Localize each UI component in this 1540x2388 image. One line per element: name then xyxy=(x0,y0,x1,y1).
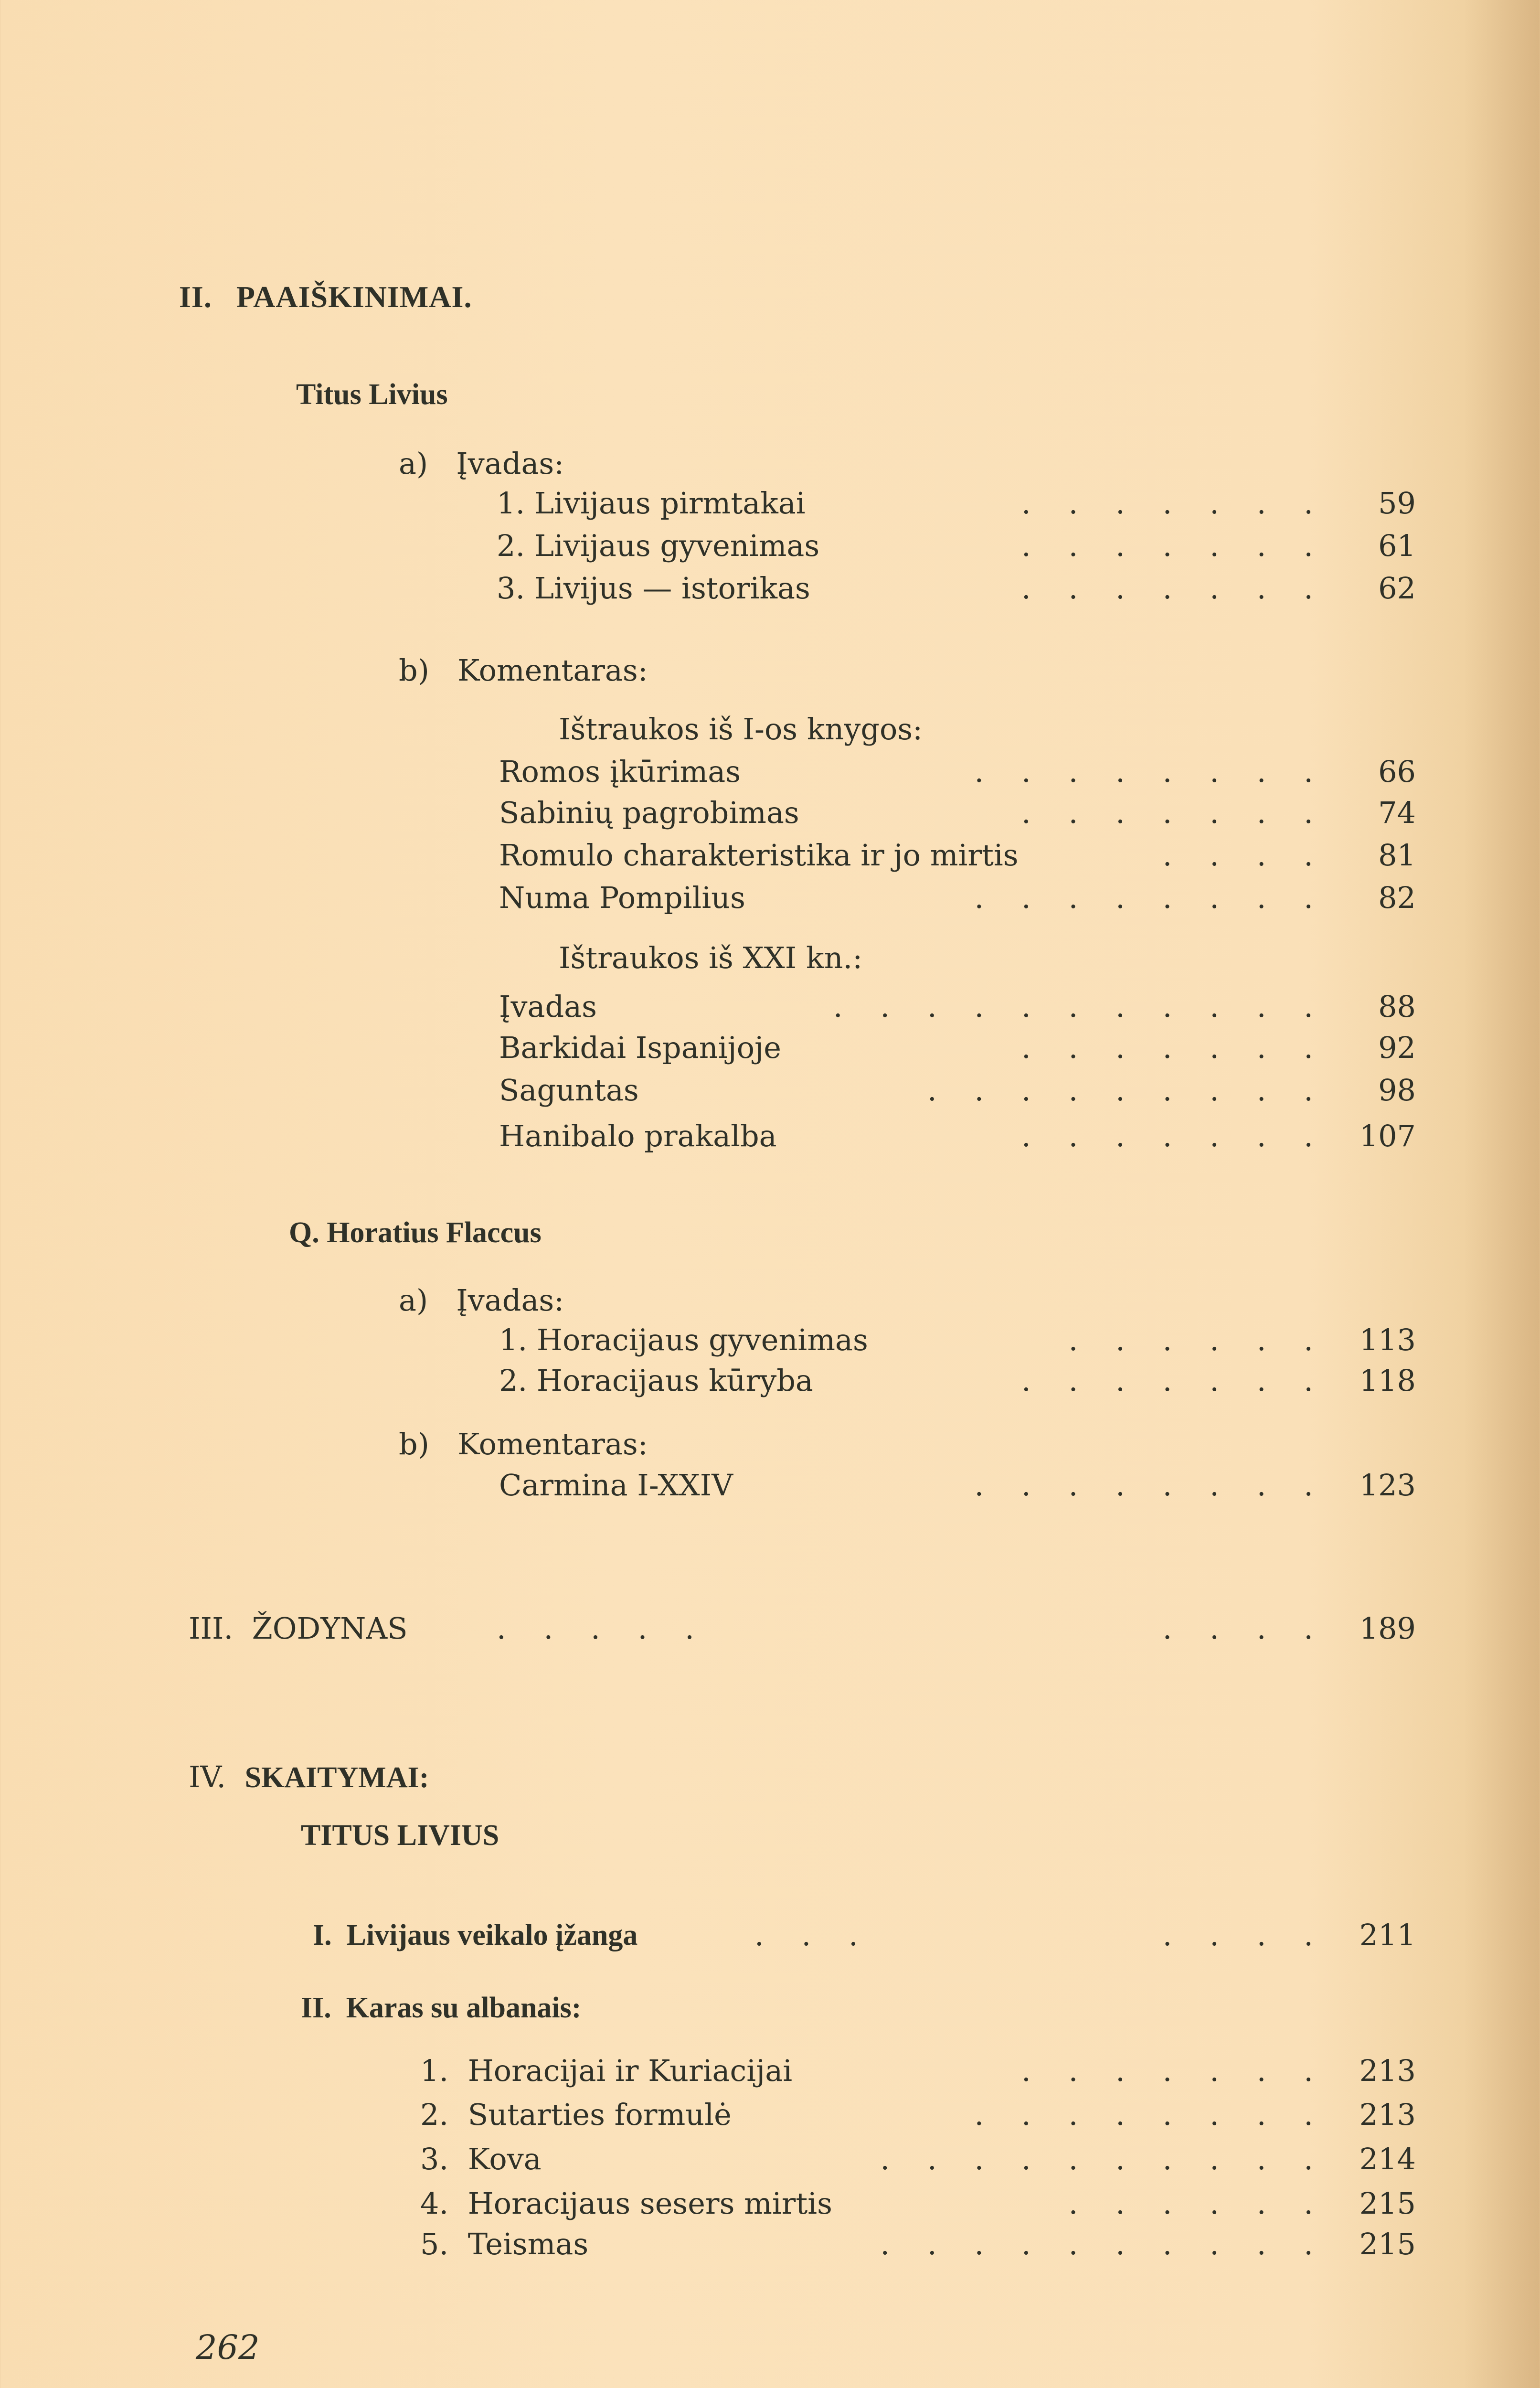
toc-entry[interactable] xyxy=(0,2144,1540,2178)
entry-number: 1. xyxy=(420,2053,449,2088)
entry-title: Romos įkūrimas xyxy=(499,754,741,789)
subsection-marker: a) xyxy=(399,1283,428,1318)
dot-leader: . . . . xyxy=(1162,1920,1313,1950)
entry-title: Numa Pompilius xyxy=(499,880,745,915)
entry-number: 3. xyxy=(420,2142,449,2176)
entry-page: 81 xyxy=(1378,838,1416,873)
entry-page: 62 xyxy=(1378,571,1416,606)
dot-leader: . . . . . . . xyxy=(1021,574,1313,603)
page-number: 262 xyxy=(196,2328,260,2367)
entry-title: Romulo charakteristika ir jo mirtis xyxy=(499,838,1019,873)
subsection-intro-horatius xyxy=(399,1283,564,1318)
entry-title: Livijaus veikalo įžanga xyxy=(346,1919,638,1951)
entry-page: 118 xyxy=(1359,1363,1416,1398)
author-heading-titus-livius: TITUS LIVIUS xyxy=(301,1819,499,1852)
entry-title: Įvadas xyxy=(499,989,597,1024)
section-numeral: IV. xyxy=(189,1759,226,1794)
entry-title: Horacijaus sesers mirtis xyxy=(467,2186,832,2221)
toc-entry[interactable] xyxy=(0,795,1540,832)
part-numeral: II. xyxy=(301,1992,331,2024)
entry-page: 74 xyxy=(1378,795,1416,830)
toc-entry[interactable] xyxy=(0,754,1540,790)
entry-title: Livijus — istorikas xyxy=(534,571,810,606)
dot-leader: . . . . . . . . . xyxy=(927,1076,1313,1105)
section-heading-paaiskinimai xyxy=(179,282,472,312)
entry-page: 213 xyxy=(1359,2053,1416,2088)
dot-leader: . . . . . . . xyxy=(1021,798,1313,828)
entry-title: Livijaus gyvenimas xyxy=(534,528,820,563)
subsection-label: Įvadas: xyxy=(456,1283,564,1318)
dot-leader: . . . xyxy=(754,1920,858,1950)
subsection-label: Komentaras: xyxy=(457,653,648,688)
section-title: SKAITYMAI: xyxy=(244,1761,429,1794)
entry-page: 123 xyxy=(1359,1468,1416,1503)
dot-leader: . . . . . xyxy=(497,1614,694,1643)
entry-number: 4. xyxy=(420,2186,449,2221)
toc-entry[interactable] xyxy=(0,528,1540,565)
toc-entry[interactable] xyxy=(0,1073,1540,1109)
toc-entry[interactable] xyxy=(0,1121,1540,1155)
group-heading-book1: Ištraukos iš I-os knygos: xyxy=(559,712,923,746)
entry-page: 88 xyxy=(1378,989,1416,1024)
dot-leader: . . . . . . . xyxy=(1021,489,1313,518)
entry-page: 98 xyxy=(1378,1073,1416,1108)
entry-page: 107 xyxy=(1359,1119,1416,1153)
entry-title: Kova xyxy=(467,2142,542,2176)
entry-title: Livijaus pirmtakai xyxy=(534,486,806,521)
dot-leader: . . . . . . xyxy=(1068,1325,1313,1355)
dot-leader: . . . . . . . xyxy=(1021,531,1313,561)
author-heading-livius: Titus Livius xyxy=(296,378,448,411)
entry-title: Saguntas xyxy=(499,1073,639,1108)
entry-number: 2. xyxy=(420,2097,449,2132)
entry-title: Horacijaus kūryba xyxy=(536,1363,813,1398)
subsection-label: Įvadas: xyxy=(456,446,564,481)
dot-leader: . . . . xyxy=(1162,841,1313,870)
section-title: PAAIŠKINIMAI. xyxy=(236,280,472,314)
entry-page: 66 xyxy=(1378,754,1416,789)
section-numeral: II. xyxy=(179,280,212,314)
toc-entry-zodynas[interactable] xyxy=(0,1611,1540,1647)
toc-entry[interactable] xyxy=(0,838,1540,874)
toc-entry[interactable] xyxy=(0,571,1540,607)
entry-page: 215 xyxy=(1359,2186,1416,2221)
entry-page: 92 xyxy=(1378,1030,1416,1065)
dot-leader: . . . . . . . . . . . xyxy=(833,992,1313,1022)
part-numeral: I. xyxy=(313,1919,332,1951)
dot-leader: . . . . . . . xyxy=(1021,1121,1313,1151)
author-heading-horatius: Q. Horatius Flaccus xyxy=(289,1216,542,1249)
subsection-commentary-livius xyxy=(399,653,648,688)
part-title: Karas su albanais: xyxy=(346,1992,582,2024)
entry-title: Horacijaus gyvenimas xyxy=(536,1322,868,1357)
toc-entry[interactable] xyxy=(0,989,1540,1025)
entry-number: 2. xyxy=(499,1363,528,1398)
toc-entry[interactable] xyxy=(0,2229,1540,2263)
subsection-label: Komentaras: xyxy=(457,1427,648,1461)
entry-page: 113 xyxy=(1359,1322,1416,1357)
entry-number: 1. xyxy=(497,486,525,521)
subsection-marker: b) xyxy=(399,1427,429,1461)
dot-leader: . . . . . . . xyxy=(1021,1366,1313,1396)
dot-leader: . . . . . . . . xyxy=(974,1471,1313,1500)
toc-entry[interactable] xyxy=(0,486,1540,522)
entry-number: 2. xyxy=(497,528,525,563)
toc-entry[interactable] xyxy=(0,1030,1540,1066)
entry-title: Horacijai ir Kuriacijai xyxy=(467,2053,793,2088)
toc-entry[interactable] xyxy=(0,880,1540,917)
toc-entry[interactable] xyxy=(0,2053,1540,2090)
entry-page: 211 xyxy=(1359,1918,1416,1952)
toc-entry[interactable] xyxy=(0,1920,1540,1954)
entry-title: Teismas xyxy=(467,2227,589,2261)
dot-leader: . . . . . . . xyxy=(1021,1033,1313,1063)
entry-title: Sutarties formulė xyxy=(467,2097,732,2132)
entry-title: Carmina I-XXIV xyxy=(499,1468,733,1503)
toc-entry[interactable] xyxy=(0,2186,1540,2222)
dot-leader: . . . . xyxy=(1162,1614,1313,1643)
entry-number: 3. xyxy=(497,571,525,606)
section-heading-skaitymai xyxy=(189,1759,429,1794)
entry-title: Hanibalo prakalba xyxy=(499,1119,777,1153)
part-heading-karas xyxy=(301,1993,581,2023)
section-numeral: III. xyxy=(189,1611,234,1646)
entry-title: Sabinių pagrobimas xyxy=(499,795,799,830)
subsection-marker: b) xyxy=(399,653,429,688)
entry-page: 59 xyxy=(1378,486,1416,521)
entry-page: 214 xyxy=(1359,2142,1416,2176)
toc-entry[interactable] xyxy=(0,2097,1540,2133)
toc-entry[interactable] xyxy=(0,1322,1540,1359)
dot-leader: . . . . . . . . . . xyxy=(880,2229,1313,2259)
subsection-intro-livius xyxy=(399,446,564,481)
group-heading-book21: Ištraukos iš XXI kn.: xyxy=(559,940,863,975)
entry-title: Barkidai Ispanijoje xyxy=(499,1030,781,1065)
entry-page: 82 xyxy=(1378,880,1416,915)
dot-leader: . . . . . . xyxy=(1068,2189,1313,2218)
dot-leader: . . . . . . . . xyxy=(974,2100,1313,2130)
entry-page: 61 xyxy=(1378,528,1416,563)
dot-leader: . . . . . . . . xyxy=(974,757,1313,787)
toc-entry[interactable] xyxy=(0,1468,1540,1504)
entry-number: 1. xyxy=(499,1322,528,1357)
entry-page: 213 xyxy=(1359,2097,1416,2132)
section-title: ŽODYNAS xyxy=(252,1611,408,1646)
subsection-commentary-horatius xyxy=(399,1429,648,1459)
entry-page: 189 xyxy=(1359,1611,1416,1646)
dot-leader: . . . . . . . . . . xyxy=(880,2144,1313,2174)
entry-number: 5. xyxy=(420,2227,449,2261)
toc-entry[interactable] xyxy=(0,1363,1540,1399)
dot-leader: . . . . . . . xyxy=(1021,2056,1313,2086)
dot-leader: . . . . . . . . xyxy=(974,883,1313,913)
entry-page: 215 xyxy=(1359,2227,1416,2261)
subsection-marker: a) xyxy=(399,446,428,481)
